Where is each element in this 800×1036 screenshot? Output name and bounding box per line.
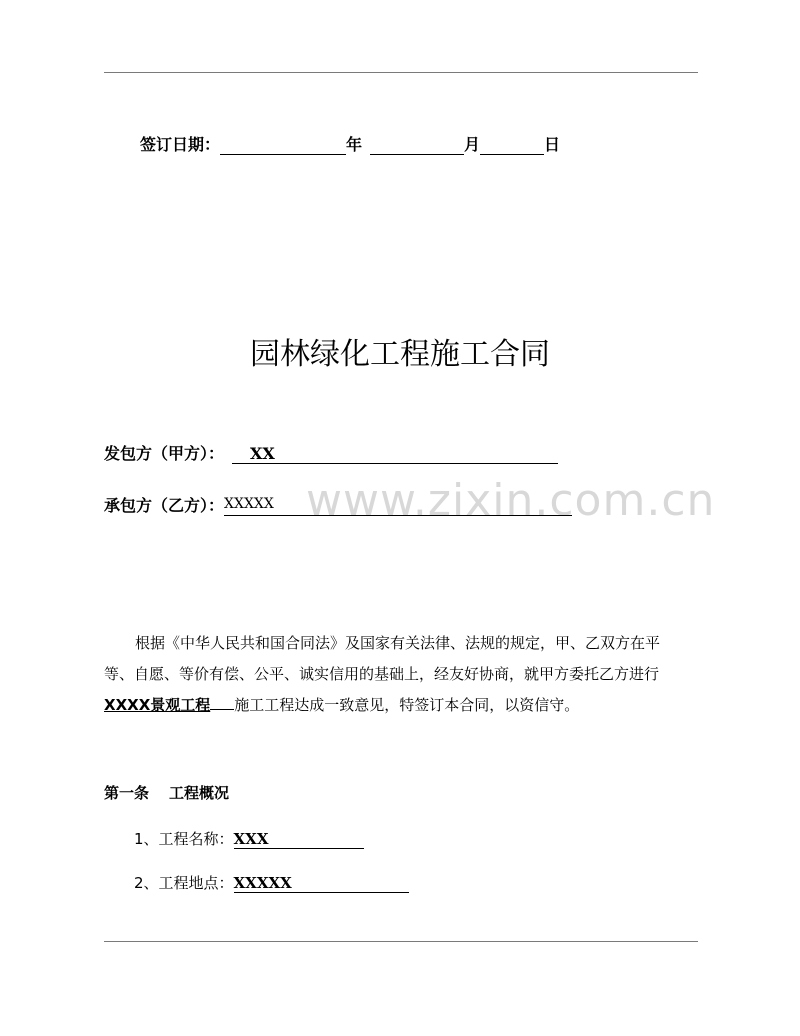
contract-title: 园林绿化工程施工合同: [250, 337, 550, 372]
preamble-paragraph: [104, 628, 694, 721]
project-name-blank: [210, 695, 234, 710]
day-unit: 日: [544, 135, 561, 154]
project-location-item: [134, 872, 409, 893]
day-blank[interactable]: [480, 136, 544, 155]
month-unit: 月: [464, 135, 481, 154]
item-value[interactable]: XXX: [234, 830, 364, 849]
article-number: 第一条: [104, 784, 150, 802]
watermark: www.zixin.com.cn: [306, 475, 716, 526]
preamble-line-2: 等、自愿、等价有偿、公平、诚实信用的基础上，经友好协商，就甲方委托乙方进行: [104, 665, 660, 683]
signing-date-label: 签订日期：: [140, 135, 221, 154]
party-b-label: 承包方（乙方）：: [104, 496, 225, 515]
footer-rule: [104, 941, 698, 942]
preamble-line-1: 根据《中华人民共和国合同法》及国家有关法律、法规的规定，甲、乙双方在平: [135, 634, 661, 652]
project-name-item: [134, 828, 364, 849]
party-b-value[interactable]: XXXXX: [224, 496, 572, 516]
article-1-heading: [104, 782, 229, 803]
month-blank[interactable]: [370, 136, 464, 155]
party-a-value[interactable]: XX: [232, 444, 558, 464]
item-label: 2、工程地点：: [134, 874, 234, 892]
signing-date-line: [140, 132, 560, 155]
header-rule: [104, 72, 698, 73]
item-label: 1、工程名称：: [134, 830, 234, 848]
item-value[interactable]: XXXXX: [234, 874, 409, 893]
year-unit: 年: [346, 135, 363, 154]
party-a-line: [104, 441, 558, 464]
preamble-line-3: 施工工程达成一致意见，特签订本合同，以资信守。: [234, 696, 580, 714]
year-blank[interactable]: [220, 136, 346, 155]
project-name: XXXX景观工程: [104, 696, 211, 714]
party-a-label: 发包方（甲方）：: [104, 444, 225, 463]
party-b-line: [104, 493, 572, 516]
article-title: 工程概况: [169, 784, 230, 802]
